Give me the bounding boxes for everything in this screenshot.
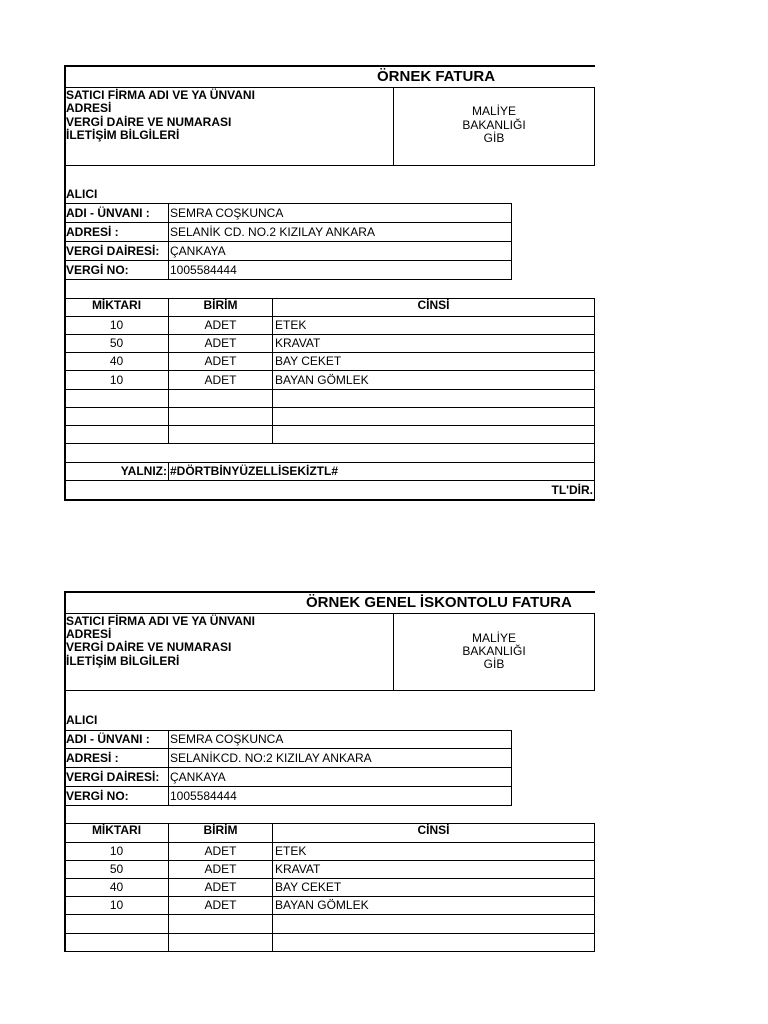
buyer-table-line (64, 241, 512, 242)
buyer-table-line (64, 279, 512, 280)
buyer-tax-office-value: ÇANKAYA (170, 770, 226, 784)
buyer-tax-no-value: 1005584444 (170, 263, 237, 277)
items-table-line (64, 860, 595, 861)
seller-block-bottom (64, 690, 595, 691)
col-header-unit: BİRİM (203, 298, 238, 312)
buyer-address-value: SELANİK CD. NO.2 KIZILAY ANKARA (170, 225, 375, 239)
col-header-qty: MİKTARI (91, 823, 142, 837)
buyer-name-label: ADI - ÜNVANI : (66, 732, 150, 746)
buyer-address-label: ADRESİ : (66, 225, 119, 239)
buyer-tax-office-value: ÇANKAYA (170, 244, 226, 258)
seller-contact-label: İLETİŞİM BİLGİLERİ (66, 128, 180, 142)
buyer-table-divider (168, 730, 169, 805)
items-table-line (64, 951, 595, 952)
item-qty: 10 (109, 373, 124, 387)
buyer-table-right (511, 203, 512, 279)
item-qty: 40 (109, 880, 124, 894)
item-unit: ADET (204, 354, 237, 368)
item-unit: ADET (204, 336, 237, 350)
items-table-line (64, 334, 595, 335)
buyer-table-line (64, 222, 512, 223)
item-unit: ADET (204, 862, 237, 876)
buyer-tax-no-label: VERGİ NO: (66, 789, 129, 803)
seller-contact-label: İLETİŞİM BİLGİLERİ (66, 654, 180, 668)
seller-address-label: ADRESİ (66, 101, 112, 115)
buyer-table-line (64, 786, 512, 787)
seller-box-right (594, 87, 595, 165)
items-table-right (594, 298, 595, 500)
item-unit: ADET (204, 880, 237, 894)
buyer-table-line (64, 805, 512, 806)
buyer-heading: ALICI (66, 713, 98, 727)
items-table-line (64, 462, 595, 463)
items-table-line (64, 480, 595, 481)
items-table-line (64, 878, 595, 879)
item-unit: ADET (204, 898, 237, 912)
buyer-table-right (511, 730, 512, 805)
buyer-tax-office-label: VERGİ DAİRESİ: (66, 770, 160, 784)
seller-block-bottom (64, 165, 595, 166)
col-header-desc: CİNSİ (417, 298, 450, 312)
buyer-table-divider (168, 203, 169, 279)
item-desc: ETEK (275, 318, 307, 332)
authority-line-2: BAKANLIĞI (462, 644, 526, 658)
items-table-line (64, 425, 595, 426)
items-table-line (64, 443, 595, 444)
col-header-desc: CİNSİ (417, 823, 450, 837)
invoice-title: ÖRNEK GENEL İSKONTOLU FATURA (306, 594, 572, 611)
item-desc: BAYAN GÖMLEK (275, 898, 369, 912)
item-desc: KRAVAT (275, 336, 321, 350)
buyer-name-value: SEMRA COŞKUNCA (170, 732, 284, 746)
items-table-line (64, 842, 595, 843)
seller-tax-label: VERGİ DAİRE VE NUMARASI (66, 115, 232, 129)
item-desc: BAY CEKET (275, 354, 342, 368)
authority-line-1: MALİYE (471, 631, 516, 645)
buyer-tax-no-label: VERGİ NO: (66, 263, 129, 277)
item-desc: KRAVAT (275, 862, 321, 876)
buyer-table-line (64, 203, 512, 204)
items-table-line (64, 407, 595, 408)
yalniz-value: #DÖRTBİNYÜZELLİSEKİZTL# (170, 464, 339, 478)
item-qty: 50 (109, 336, 124, 350)
yalniz-divider (168, 462, 169, 480)
invoice-top-border (64, 591, 595, 593)
authority-line-1: MALİYE (471, 104, 516, 118)
item-qty: 10 (109, 318, 124, 332)
items-table-line (64, 370, 595, 371)
seller-tax-label: VERGİ DAİRE VE NUMARASI (66, 640, 232, 654)
item-desc: ETEK (275, 844, 307, 858)
item-qty: 10 (109, 898, 124, 912)
invoice-bottom-border (64, 499, 595, 501)
buyer-heading: ALICI (66, 187, 98, 201)
item-unit: ADET (204, 844, 237, 858)
items-table-line (64, 389, 595, 390)
items-col-divider (272, 298, 273, 443)
buyer-address-label: ADRESİ : (66, 751, 119, 765)
items-table-line (64, 352, 595, 353)
items-col-divider (272, 823, 273, 951)
buyer-tax-no-value: 1005584444 (170, 789, 237, 803)
item-qty: 40 (109, 354, 124, 368)
buyer-address-value: SELANİKCD. NO:2 KIZILAY ANKARA (170, 751, 372, 765)
item-unit: ADET (204, 373, 237, 387)
item-desc: BAYAN GÖMLEK (275, 373, 369, 387)
buyer-tax-office-label: VERGİ DAİRESİ: (66, 244, 160, 258)
tl-suffix: TL'DİR. (551, 483, 593, 497)
item-unit: ADET (204, 318, 237, 332)
items-table-right (594, 823, 595, 951)
invoice-top-border (64, 65, 595, 67)
items-table-line (64, 914, 595, 915)
buyer-name-label: ADI - ÜNVANI : (66, 206, 150, 220)
yalniz-label: YALNIZ: (120, 464, 167, 478)
item-desc: BAY CEKET (275, 880, 342, 894)
buyer-table-line (64, 730, 512, 731)
col-header-qty: MİKTARI (91, 298, 142, 312)
buyer-name-value: SEMRA COŞKUNCA (170, 206, 284, 220)
items-table-line (64, 316, 595, 317)
buyer-table-line (64, 748, 512, 749)
item-qty: 10 (109, 844, 124, 858)
items-table-line (64, 933, 595, 934)
authority-line-3: GİB (483, 657, 505, 671)
authority-line-2: BAKANLIĞI (462, 118, 526, 132)
seller-box-right (594, 613, 595, 690)
seller-name-label: SATICI FİRMA ADI VE YA ÜNVANI (66, 614, 255, 628)
seller-address-label: ADRESİ (66, 627, 112, 641)
invoice-title: ÖRNEK FATURA (377, 68, 496, 85)
col-header-unit: BİRİM (203, 823, 238, 837)
item-qty: 50 (109, 862, 124, 876)
seller-name-label: SATICI FİRMA ADI VE YA ÜNVANI (66, 88, 255, 102)
buyer-table-line (64, 260, 512, 261)
authority-line-3: GİB (483, 131, 505, 145)
items-table-line (64, 896, 595, 897)
buyer-table-line (64, 767, 512, 768)
